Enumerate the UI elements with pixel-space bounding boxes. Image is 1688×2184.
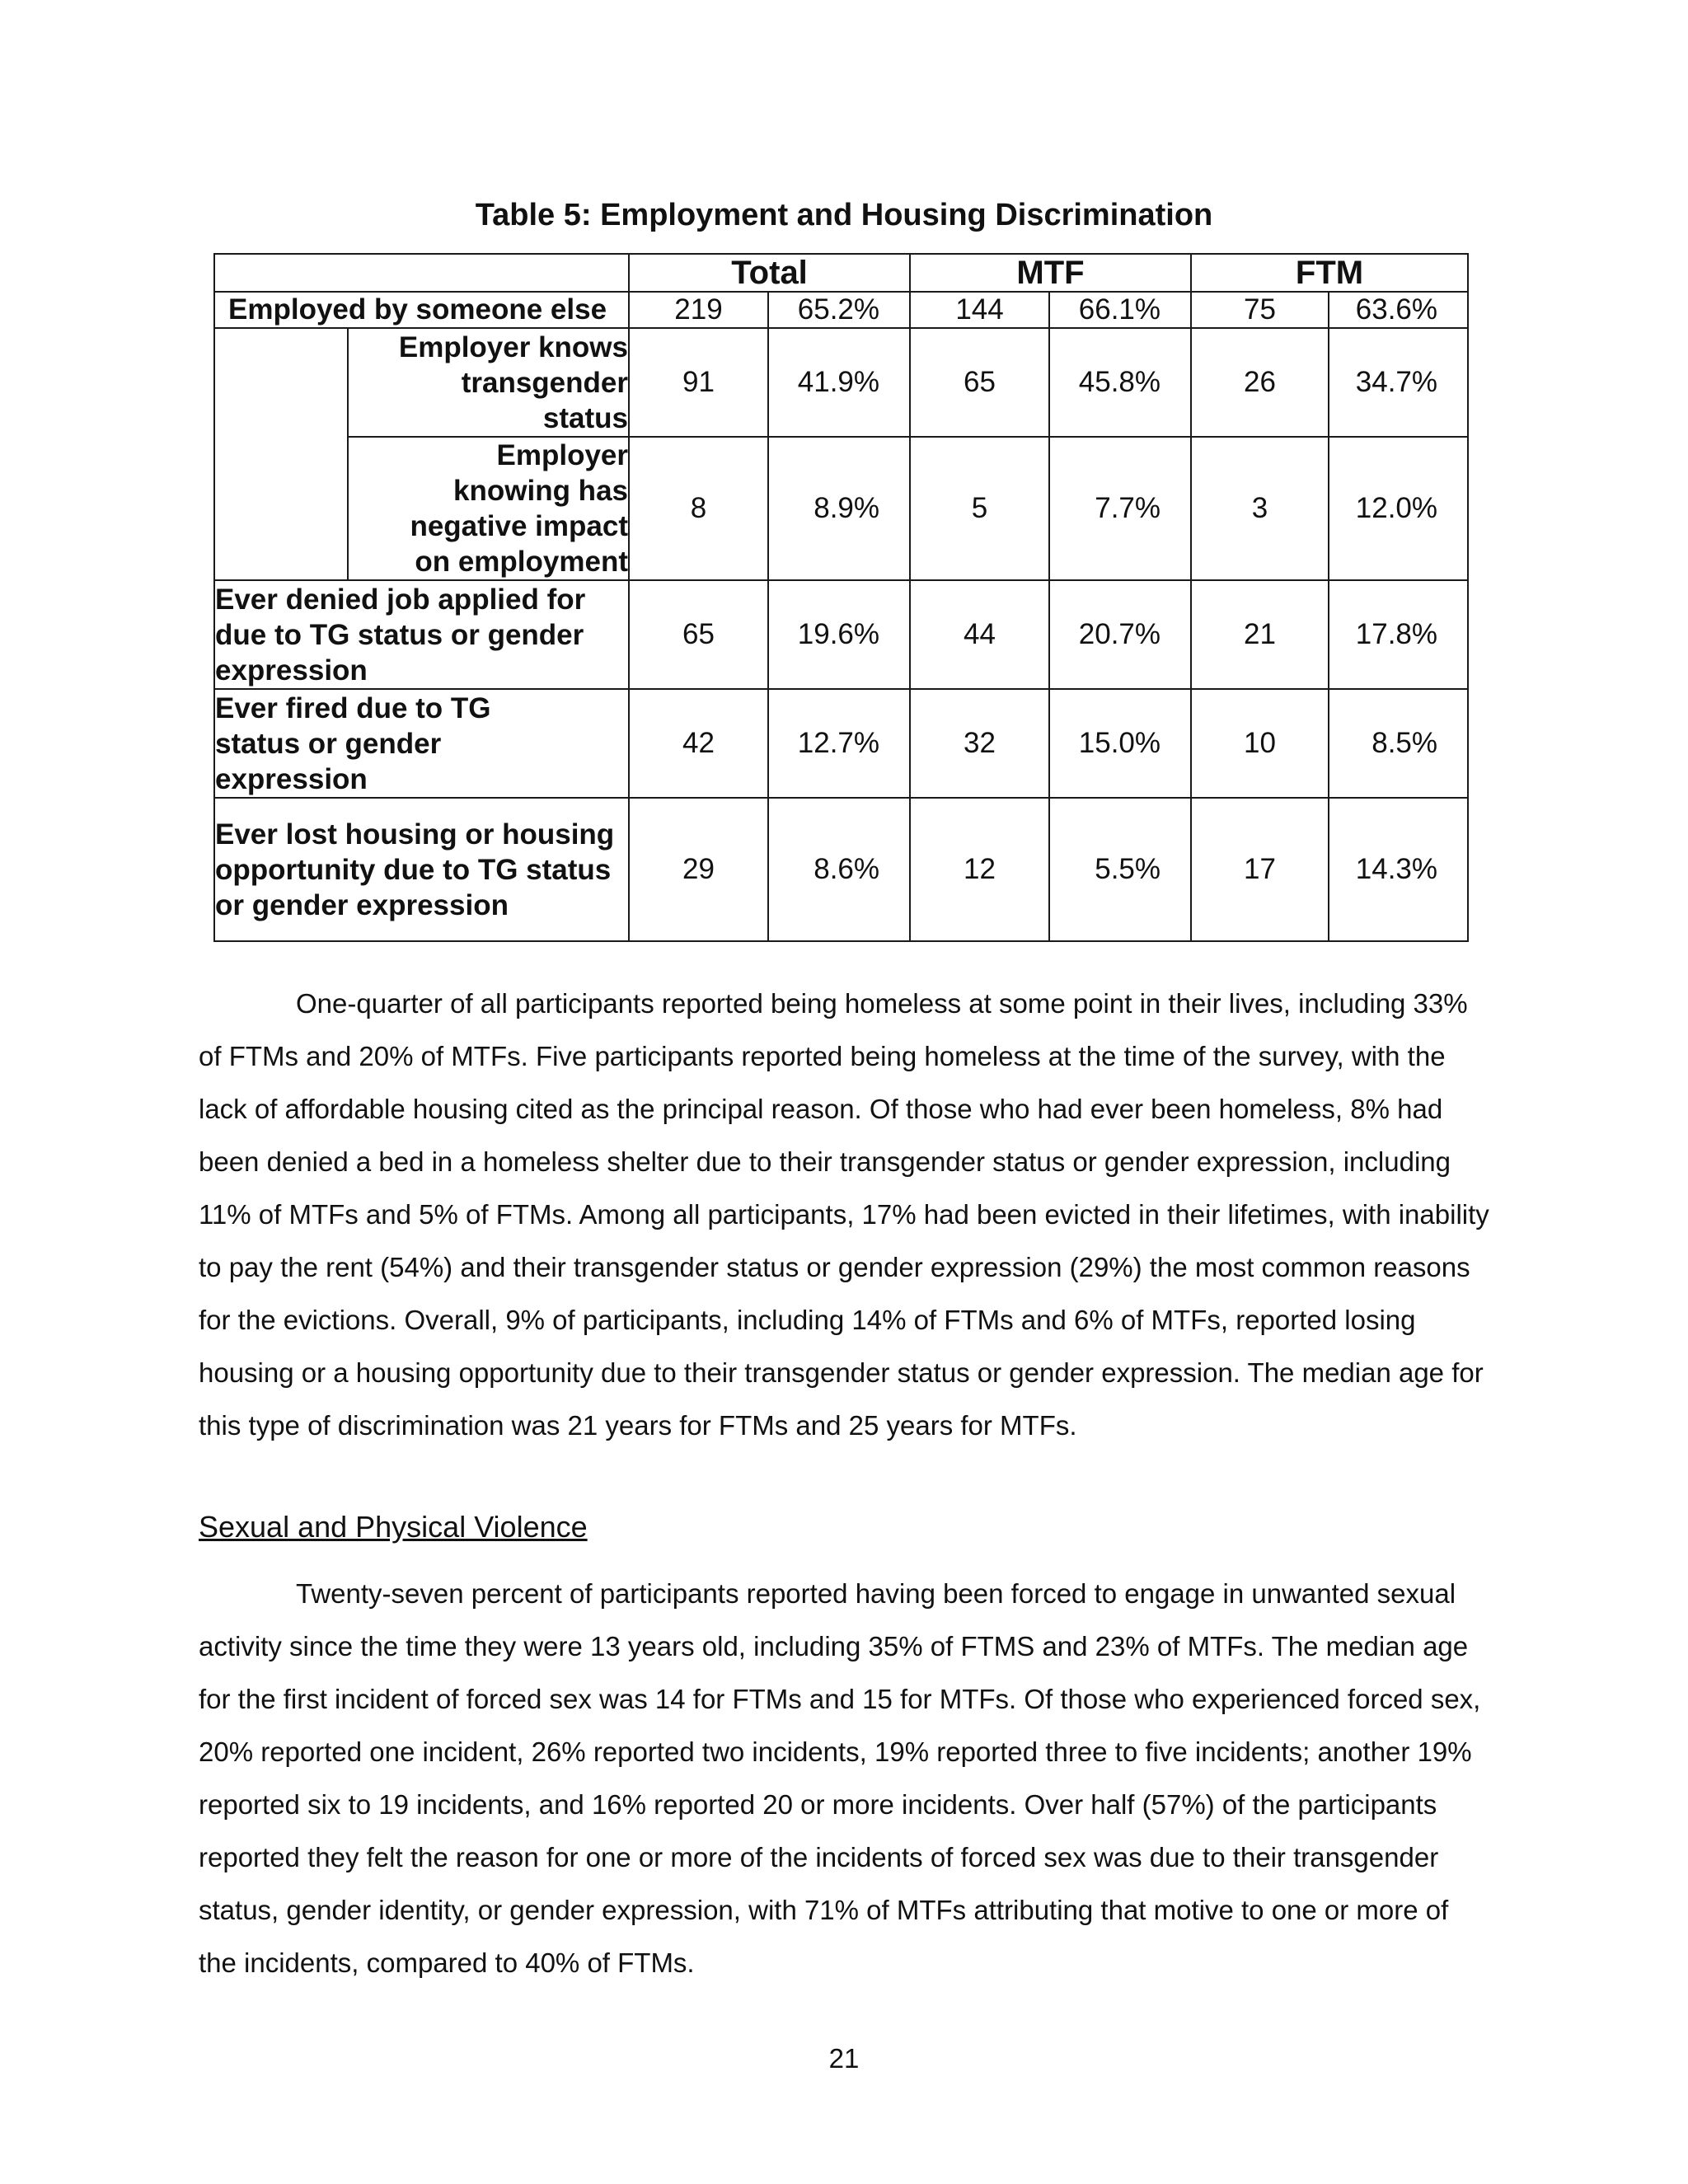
cell-ftm-count: 26 [1191,328,1329,437]
row-label: Ever lost housing or housing opportunity due to TG status or gender expression [214,798,629,941]
cell-ftm-count: 17 [1191,798,1329,941]
cell-total-pct: 8.6% [768,798,910,941]
cell-total-count: 91 [629,328,768,437]
violence-paragraph [199,1568,1493,1990]
cell-ftm-count: 10 [1191,689,1329,798]
cell-mtf-count: 12 [910,798,1049,941]
cell-ftm-pct: 12.0% [1329,437,1468,580]
header-ftm: FTM [1191,254,1468,292]
cell-mtf-pct: 45.8% [1049,328,1191,437]
cell-total-count: 29 [629,798,768,941]
cell-total-pct: 8.9% [768,437,910,580]
cell-ftm-count: 75 [1191,292,1329,328]
cell-mtf-count: 144 [910,292,1049,328]
cell-total-pct: 65.2% [768,292,910,328]
table-row [214,689,1468,798]
cell-total-pct: 12.7% [768,689,910,798]
cell-ftm-pct: 14.3% [1329,798,1468,941]
table-row [214,292,1468,328]
row-label: Employer knows transgender status [348,328,629,437]
cell-ftm-pct: 63.6% [1329,292,1468,328]
table-row [214,328,1468,437]
row-label: Employed by someone else [214,292,629,328]
cell-total-count: 219 [629,292,768,328]
table-title: Table 5: Employment and Housing Discrimination [475,198,1213,232]
cell-total-count: 8 [629,437,768,580]
table-header-row [214,254,1468,292]
header-total: Total [629,254,910,292]
cell-ftm-count: 3 [1191,437,1329,580]
cell-mtf-count: 65 [910,328,1049,437]
paragraph-text: Twenty-seven percent of participants reported having been forced to engage in unwanted sexual activity since the time they were 13 years old, including 35% of FTMS and 23% of MTFs. The median age for the first incident of forced sex was 14 for FTMs and 15 for MTFs. Of those who experienced forced sex, 20% reported one incident, 26% reported two incidents, 19% reported three to five incidents; another 19% reported six to 19 incidents, and 16% reported 20 or more incidents. Over half (57%) of the participants reported they felt the reason for one or more of the incidents of forced sex was due to their transgender status, gender identity, or gender expression, with 71% of MTFs attributing that motive to one or more of the incidents, compared to 40% of FTMs. [199,1578,1481,1978]
page-number: 21 [828,2043,860,2074]
table-row [214,437,1468,580]
header-empty-cell [214,254,629,292]
cell-total-count: 42 [629,689,768,798]
cell-mtf-count: 5 [910,437,1049,580]
cell-mtf-count: 44 [910,580,1049,689]
cell-ftm-count: 21 [1191,580,1329,689]
discrimination-table [213,253,1469,942]
table-row [214,798,1468,941]
cell-mtf-pct: 15.0% [1049,689,1191,798]
cell-ftm-pct: 34.7% [1329,328,1468,437]
cell-ftm-pct: 8.5% [1329,689,1468,798]
cell-mtf-count: 32 [910,689,1049,798]
cell-mtf-pct: 5.5% [1049,798,1191,941]
cell-total-pct: 41.9% [768,328,910,437]
cell-mtf-pct: 66.1% [1049,292,1191,328]
section-heading: Sexual and Physical Violence [199,1510,588,1544]
header-mtf: MTF [910,254,1191,292]
row-label: Ever denied job applied for due to TG status or gender expression [214,580,629,689]
cell-ftm-pct: 17.8% [1329,580,1468,689]
homelessness-paragraph [199,977,1493,1452]
paragraph-text: One-quarter of all participants reported being homeless at some point in their lives, including 33% of FTMs and 20% of MTFs. Five participants reported being homeless at the time of the survey, with the lack of affordable housing cited as the principal reason. Of those who had ever been homeless, 8% had been denied a bed in a homeless shelter due to their transgender status or gender expression, including 11% of MTFs and 5% of FTMs. Among all participants, 17% had been evicted in their lifetimes, with inability to pay the rent (54%) and their transgender status or gender expression (29%) the most common reasons for the evictions. Overall, 9% of participants, including 14% of FTMs and 6% of MTFs, reported losing housing or a housing opportunity due to their transgender status or gender expression. The median age for this type of discrimination was 21 years for FTMs and 25 years for MTFs. [199,988,1489,1441]
row-label: Ever fired due to TG status or gender expression [214,689,629,798]
table-row [214,580,1468,689]
cell-mtf-pct: 7.7% [1049,437,1191,580]
indent-spacer-cell [214,328,348,580]
cell-mtf-pct: 20.7% [1049,580,1191,689]
cell-total-pct: 19.6% [768,580,910,689]
row-label: Employer knowing has negative impact on employment [348,437,629,580]
cell-total-count: 65 [629,580,768,689]
